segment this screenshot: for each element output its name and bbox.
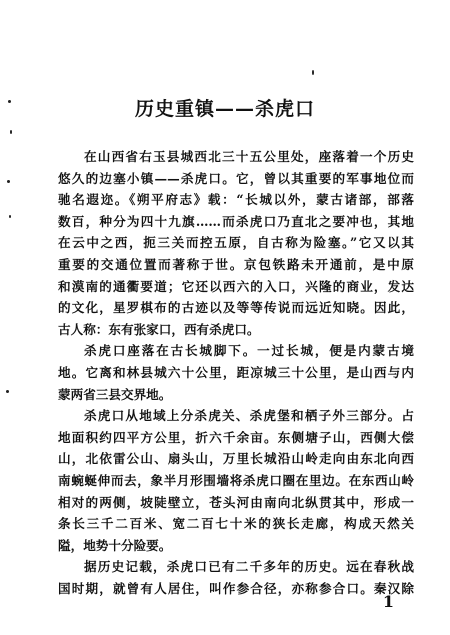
scan-speck [9,215,11,218]
text-line: 在云中之西，扼三关而控五原，自古称为险塞。”它又以其 [58,235,414,251]
text-line: 国时期，就曾有人居住，叫作参合径，亦称参合口。秦汉除 [58,580,414,596]
text-line: 驰名遐迩。《朔平府志》载：“长城以外，蒙古诸部，部落 [58,192,414,208]
text-line: 南蜿蜒伸而去，象半月形围墙将杀虎口圈在里边。在东西山岭 [58,472,414,488]
text-line: 杀虎口从地域上分杀虎关、杀虎堡和栖子外三部分。占 [84,408,414,424]
scan-speck [312,70,314,75]
text-line: 地。它离和林县城六十公里，距凉城三十公里，是山西与内 [58,364,414,380]
text-line: 山，北依雷公山、扇头山，万里长城沿山岭走向由东北向西 [58,451,414,467]
scan-speck [6,390,9,393]
text-line: 相对的两侧，坡陡壁立，苍头河由南向北纵贯其中，形成一 [58,494,414,510]
body-text [58,146,414,599]
text-line: 杀虎口座落在古长城脚下。一过长城，便是内蒙古境 [84,343,414,359]
scan-speck [10,130,12,134]
text-line: 和漠南的通衢要道；它还以西六的入口，兴隆的商业，发达 [58,278,414,294]
text-line: 地面积约四平方公里，折六千余亩。东侧塘子山，西侧大偿 [58,429,414,445]
text-line: 数百，种分为四十九旗……而杀虎口乃直北之要冲也，其地 [58,213,414,229]
page-number: 1 [382,592,394,611]
text-line: 的文化，星罗棋布的古迹以及等等传说而远近知晓。因此， [58,300,414,316]
scan-speck [7,180,10,183]
text-line: 隘，地势十分险要。 [58,537,172,553]
text-line: 重要的交通位置而著称于世。京包铁路未开通前，是中原 [58,256,414,272]
text-line: 在山西省右玉县城西北三十五公里处，座落着一个历史 [84,149,414,164]
text-line: 悠久的边塞小镇——杀虎口。它，曾以其重要的军事地位而 [58,170,414,186]
page-title: 历史重镇——杀虎口 [134,98,315,120]
text-line: 古人称：东有张家口，西有杀虎口。 [58,321,260,337]
text-line: 据历史记载，杀虎口已有二千多年的历史。远在春秋战 [84,559,414,575]
text-line: 条长三千二百米、宽二百七十米的狭长走廊，构成天然关 [58,516,414,532]
text-line: 蒙两省三县交界地。 [58,386,172,402]
